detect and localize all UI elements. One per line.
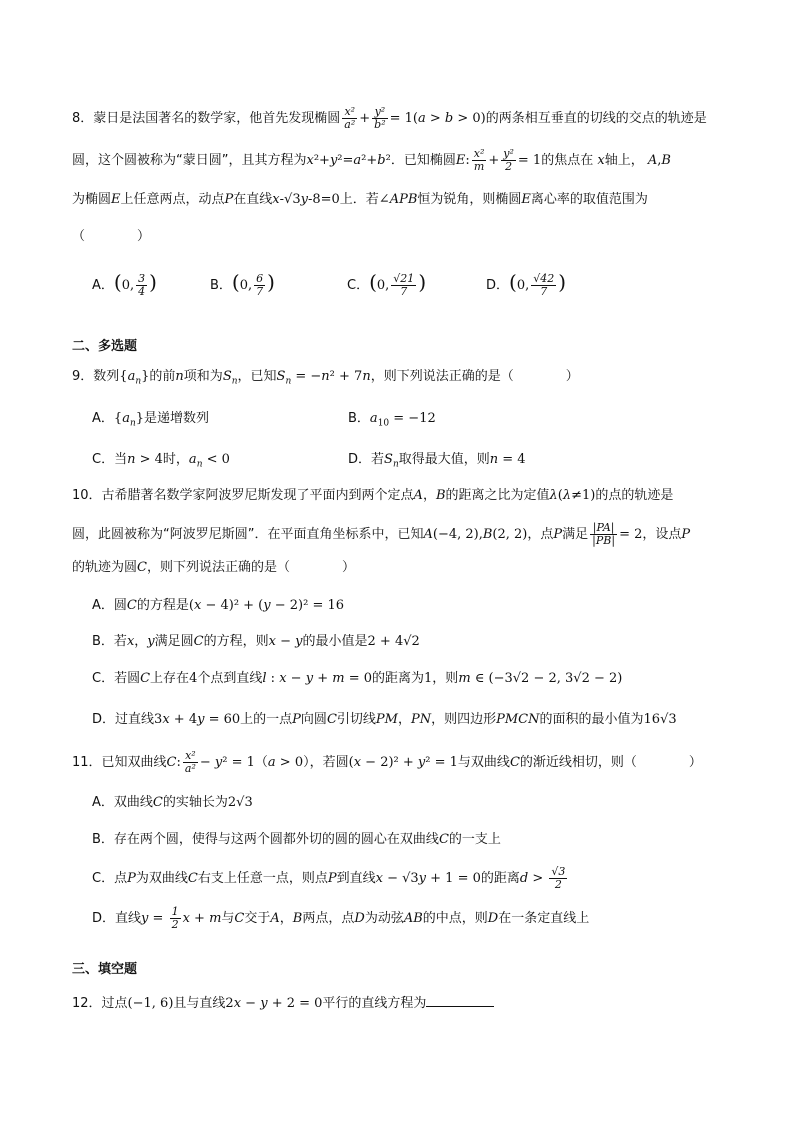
- q10-option-b: B．若x，y满足圆C的方程，则x − y的最小值是2 + 4√2: [92, 634, 420, 649]
- text: 的点的轨迹是: [595, 488, 674, 503]
- text: 圆: [113, 598, 127, 613]
- option-label: B．: [210, 278, 232, 293]
- text: 过直线: [115, 712, 155, 727]
- q10-option-d: D．过直线3x + 4y = 60上的一点P向圆C引切线PM，PN，则四边形PMCN的面积的最小值为16√3: [92, 712, 677, 727]
- section-heading-fill: 三、填空题: [72, 962, 138, 977]
- q12-line: 12．过点(−1, 6)且与直线2x − y + 2 = 0平行的直线方程为: [72, 992, 754, 1014]
- text: 的两条相互垂直的切线的交点的轨迹是: [485, 111, 707, 126]
- text: 为动弦: [364, 911, 404, 926]
- text: 在一条定直线上: [498, 911, 590, 926]
- text: 点: [114, 871, 128, 886]
- text: 交于: [244, 911, 271, 926]
- q11-option-b: B．存在两个圆，使得与这两个圆都外切的圆的圆心在双曲线C的一支上: [92, 832, 501, 847]
- text: 向圆: [300, 712, 327, 727]
- q9-option-d: D．若$S_n$取得最大值，则n = 4: [348, 452, 526, 470]
- q8-option-b: B．(0, $\frac{6}{7}$ ): [210, 270, 275, 298]
- text: ，则下列说法正确的是（ ）: [370, 369, 579, 384]
- text: 圆，这个圆被称为“蒙日圆”，且其方程为: [72, 153, 307, 168]
- text: 的中点，则: [422, 911, 488, 926]
- q8-line-4: （ ）: [72, 229, 151, 244]
- text: 右支上任意一点，则点: [197, 871, 328, 886]
- text: 为双曲线: [135, 871, 188, 886]
- q9-option-a: A．$\{a_n\}$是递增数列: [92, 411, 210, 429]
- text: 的最小值是: [302, 634, 368, 649]
- option-label: D．: [486, 278, 510, 293]
- option-label: C．: [347, 278, 370, 293]
- text: 轴上，: [604, 153, 644, 168]
- text: 是递增数列: [144, 411, 210, 426]
- q11-option-d: D．直线y = $\frac{1}{2}$ x + m与C交于A，B两点，点D为动弦AB的中点，则D在一条定直线上: [92, 905, 590, 931]
- text: 当: [114, 452, 128, 467]
- text: ，则: [432, 671, 459, 686]
- text: ，设点: [642, 527, 682, 542]
- text: ．已知椭圆: [390, 153, 456, 168]
- text: 的距离为: [372, 671, 425, 686]
- text: 的渐近线相切，则（ ）: [519, 755, 702, 770]
- q9-option-b: B．$a_{10} = -12$: [348, 411, 436, 429]
- q10-option-a: A．圆C的方程是(x − 4)² + (y − 2)² = 16: [92, 598, 345, 613]
- text: 在直线: [233, 192, 273, 207]
- text: 直线: [115, 911, 142, 926]
- text: 为椭圆: [72, 192, 112, 207]
- section-heading-multi: 二、多选题: [72, 339, 138, 354]
- text: 的一支上: [448, 832, 501, 847]
- text: 的距离之比为定值: [445, 488, 550, 503]
- text: 平行的直线方程为: [322, 996, 427, 1011]
- text: 引切线: [336, 712, 376, 727]
- text: 满足: [562, 527, 589, 542]
- text: 的方程，则: [203, 634, 269, 649]
- q10-line-3: 的轨迹为圆C，则下列说法正确的是（ ）: [72, 560, 355, 575]
- text: 若: [113, 634, 127, 649]
- text: 时，: [162, 452, 189, 467]
- q9-option-c: C．当n > 4时，$a_n < 0$: [92, 452, 230, 470]
- q10-line-1: 10．古希腊著名数学家阿波罗尼斯发现了平面内到两个定点A，B的距离之比为定值λ(λ≠1)的点的轨迹是: [72, 488, 674, 503]
- text: 11．已知双曲线: [72, 755, 167, 770]
- text: 的实轴长为: [162, 795, 228, 810]
- text: 恒为锐角，则椭圆: [417, 192, 522, 207]
- text: 的方程是: [136, 598, 189, 613]
- q10-line-2: 圆，此圆被称为“阿波罗尼斯圆”．在平面直角坐标系中，已知A(−4, 2),B(2, 2)，点P满足 $\frac{|PA|}{|PB|}$ = 2，设点P: [72, 521, 691, 547]
- text: 与: [221, 911, 235, 926]
- text: 的轨迹为圆: [72, 560, 138, 575]
- text: 取得最大值，则: [398, 452, 490, 467]
- option-label: A．: [92, 278, 114, 293]
- text: 圆，此圆被称为“阿波罗尼斯圆”．在平面直角坐标系中，已知: [72, 527, 424, 542]
- q10-option-c: C．若圆C上存在4个点到直线l : x − y + m = 0的距离为1，则m ∈ (−3√2 − 2, 3√2 − 2): [92, 671, 623, 686]
- text: 个点到直线: [197, 671, 263, 686]
- text: 10．古希腊著名数学家阿波罗尼斯发现了平面内到两个定点: [72, 488, 414, 503]
- text: 上任意两点，动点: [120, 192, 225, 207]
- text: 离心率的取值范围为: [530, 192, 648, 207]
- q8-option-a: A．(0, $\frac{3}{4}$ ): [92, 270, 157, 298]
- text: 满足圆: [154, 634, 194, 649]
- text: 9．数列: [72, 369, 120, 384]
- text: 的焦点在: [541, 153, 594, 168]
- text: 若圆: [114, 671, 141, 686]
- text: ，已知: [237, 369, 277, 384]
- text: （: [254, 755, 268, 770]
- q8-option-c: C．(0, $\frac{√21}{7}$ ): [347, 270, 427, 298]
- math: $\frac{\text{y²}}{\text{b²}}$: [374, 105, 386, 131]
- text: 8．蒙日是法国著名的数学家，他首先发现椭圆: [72, 111, 341, 126]
- text: 与双曲线: [457, 755, 510, 770]
- q8-line-2: 圆，这个圆被称为“蒙日圆”，且其方程为x²+y²=a²+b²．已知椭圆E: $\frac{\text{x²}}{m}$ + $\frac{\text{y²}}{2}$ = 1的焦点在 x轴上， A,B: [72, 147, 671, 173]
- text: 两点，点: [302, 911, 355, 926]
- answer-blank[interactable]: [426, 992, 494, 1007]
- text: 的面积的最小值为: [539, 712, 644, 727]
- text: ），若圆: [303, 755, 349, 770]
- q8-line-1: 8．蒙日是法国著名的数学家，他首先发现椭圆 $\frac{\text{x²}}{\text{a²}}$ + $\frac{\text{y²}}{\text{b²}}$ = 1(a > b > 0)的两条相互垂直的切线的交点的轨迹是: [72, 105, 707, 131]
- text: 到直线: [336, 871, 376, 886]
- text: 12．过点: [72, 996, 128, 1011]
- text: ，点: [527, 527, 554, 542]
- q11-option-a: A．双曲线C的实轴长为2√3: [92, 795, 253, 810]
- text: 上的一点: [240, 712, 293, 727]
- text: 的距离: [480, 871, 520, 886]
- text: 项和为: [183, 369, 223, 384]
- math: $\frac{\text{x²}}{\text{a²}}$: [344, 105, 356, 131]
- text: 上存在: [150, 671, 190, 686]
- text: ，则四边形: [431, 712, 497, 727]
- q11-option-c: C．点P为双曲线C右支上任意一点，则点P到直线x − √3y + 1 = 0的距离d > $\frac{√3}{2}$: [92, 865, 566, 891]
- q11-line-1: 11．已知双曲线C: $\frac{\text{x²}}{\text{a²}}$ − y² = 1（a > 0），若圆(x − 2)² + y² = 1与双曲线C的渐近线相切，则（ ）: [72, 749, 702, 775]
- q9-line-1: 9．数列$\{a_n\}$的前n项和为$S_n$，已知$S_n = -n^2 + 7n$，则下列说法正确的是（ ）: [72, 369, 579, 387]
- q8-option-d: D．(0, $\frac{√42}{7}$ ): [486, 270, 567, 298]
- text: 且与直线: [173, 996, 226, 1011]
- text: 存在两个圆，使得与这两个圆都外切的圆的圆心在双曲线: [113, 832, 439, 847]
- text: 上．若: [339, 192, 379, 207]
- text: ，则下列说法正确的是（ ）: [146, 560, 355, 575]
- text: 的前: [149, 369, 176, 384]
- text: 若: [371, 452, 385, 467]
- text: 双曲线: [113, 795, 153, 810]
- q8-line-3: 为椭圆E上任意两点，动点P在直线x-√3y-8=0上．若∠APB恒为锐角，则椭圆E离心率的取值范围为: [72, 192, 648, 207]
